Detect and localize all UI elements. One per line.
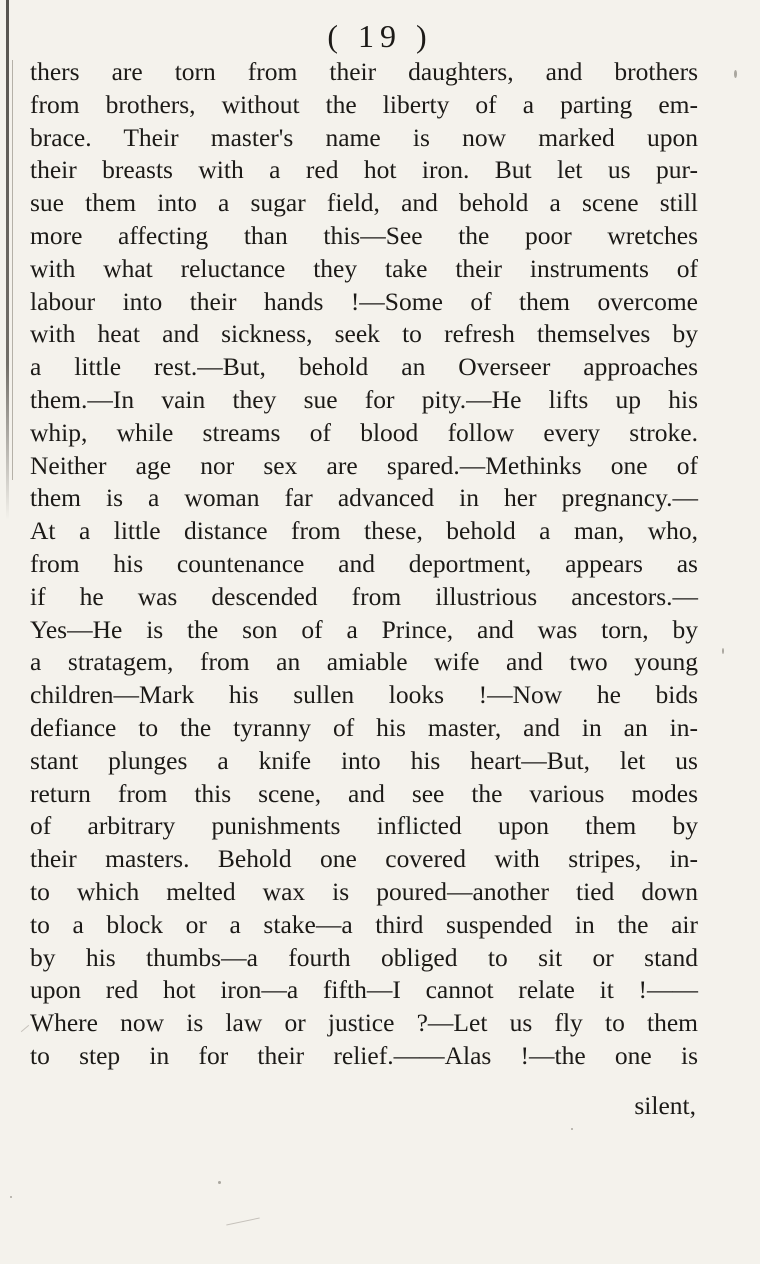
text-line: their breasts with a red hot iron. But let us pur- — [30, 155, 698, 185]
text-line: from his countenance and deportment, appears as — [30, 548, 698, 578]
text-line: more affecting than this—See the poor wretches — [30, 220, 698, 250]
text-line: if he was descended from illustrious ancestors.— — [30, 581, 698, 611]
page-number: ( 19 ) — [327, 18, 433, 54]
text-line: from brothers, without the liberty of a parting em- — [30, 89, 698, 119]
text-line: them.—In vain they sue for pity.—He lifts up his — [30, 384, 698, 414]
text-line: brace. Their master's name is now marked upon — [30, 122, 698, 152]
text-line: children—Mark his sullen looks !—Now he bids — [30, 680, 698, 710]
text-line: At a little distance from these, behold a man, who, — [30, 516, 698, 546]
binding-edge — [6, 0, 9, 520]
catchword: silent, — [634, 1091, 696, 1120]
text-line: Where now is law or justice ?—Let us fly to them — [30, 1008, 698, 1038]
text-line: Yes—He is the son of a Prince, and was torn, by — [30, 614, 698, 644]
paper-speck — [722, 648, 724, 654]
paper-speck — [734, 70, 737, 78]
body-text — [30, 56, 698, 1073]
paper-speck — [571, 1128, 573, 1130]
text-line: to which melted wax is poured—another tied down — [30, 876, 698, 906]
text-line: stant plunges a knife into his heart—But, let us — [30, 745, 698, 775]
text-line: to a block or a stake—a third suspended in the air — [30, 909, 698, 939]
text-line: their masters. Behold one covered with stripes, in- — [30, 844, 698, 874]
text-line: with what reluctance they take their instruments of — [30, 253, 698, 283]
paper-speck — [10, 1196, 12, 1198]
text-line: with heat and sickness, seek to refresh themselves by — [30, 319, 698, 349]
text-line: labour into their hands !—Some of them overcome — [30, 286, 698, 316]
text-line: sue them into a sugar field, and behold a scene still — [30, 188, 698, 218]
text-line: defiance to the tyranny of his master, and in an in- — [30, 712, 698, 742]
paper-mark — [21, 1025, 29, 1032]
text-line: a stratagem, from an amiable wife and two young — [30, 647, 698, 677]
text-line: thers are torn from their daughters, and brothers — [30, 57, 698, 86]
text-line: by his thumbs—a fourth obliged to sit or stand — [30, 942, 698, 972]
text-line: upon red hot iron—a fifth—I cannot relate it !—— — [30, 975, 698, 1005]
text-line: return from this scene, and see the various modes — [30, 778, 698, 808]
paper-mark — [226, 1217, 259, 1225]
text-line: of arbitrary punishments inflicted upon them by — [30, 811, 698, 841]
text-line: a little rest.—But, behold an Overseer approaches — [30, 352, 698, 382]
text-line: whip, while streams of blood follow every stroke. — [30, 417, 698, 447]
text-line: them is a woman far advanced in her pregnancy.— — [30, 483, 698, 513]
text-line: to step in for their relief.——Alas !—the one is — [30, 1040, 698, 1070]
paper-speck — [218, 1181, 221, 1184]
text-line: Neither age nor sex are spared.—Methinks one of — [30, 450, 698, 480]
binding-edge-shadow — [12, 60, 13, 480]
